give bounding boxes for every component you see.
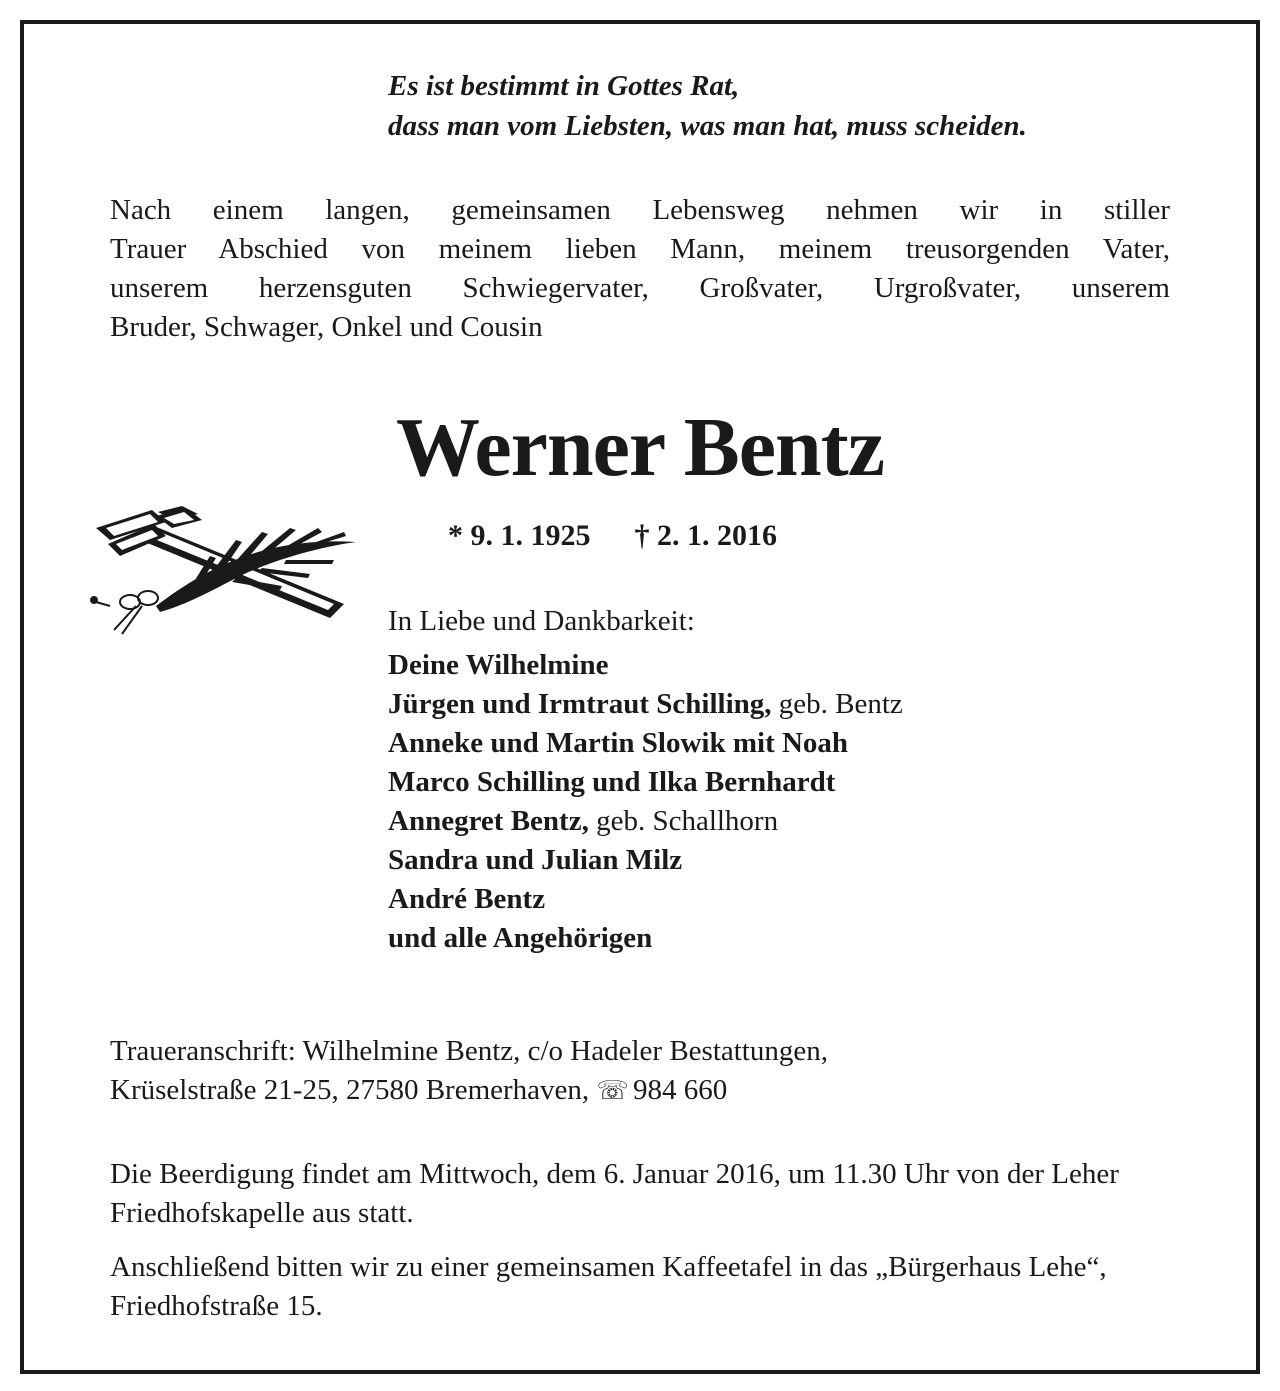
mourner-name: André Bentz [388, 883, 546, 915]
motto [388, 66, 1027, 146]
mourner-note: geb. Bentz [771, 688, 903, 720]
mourners-label: In Liebe und Dankbarkeit: [388, 605, 695, 637]
mourner-7 [388, 880, 903, 919]
mourner-name: Jürgen und Irmtraut Schilling, [388, 688, 772, 720]
coffee-invitation: Anschließend bitten wir zu einer gemeinsamen Kaffeetafel in das „Bürgerhaus Lehe“, Friedhofstraße 15. [110, 1251, 1107, 1322]
mourning-address [110, 1032, 828, 1110]
motto-line-2: dass man vom Liebsten, was man hat, muss scheiden. [388, 110, 1027, 142]
death-date: † 2. 1. 2016 [634, 519, 777, 552]
mourner-name: Sandra und Julian Milz [388, 844, 683, 876]
cross-with-palm-branch-icon [86, 506, 366, 636]
mourners-list [388, 602, 903, 958]
birth-date: * 9. 1. 1925 [448, 519, 591, 552]
funeral-info: Die Beerdigung findet am Mittwoch, dem 6. Januar 2016, um 11.30 Uhr von der Leher Friedhofskapelle aus statt. [110, 1158, 1119, 1229]
mourner-3 [388, 724, 903, 763]
mourner-name: Deine Wilhelmine [388, 649, 609, 681]
motto-line-1: Es ist bestimmt in Gottes Rat, [388, 70, 740, 102]
intro-line-3: unserem herzensguten Schwiegervater, Großvater, Urgroßvater, unserem [110, 272, 1170, 304]
mourner-name: Annegret Bentz, [388, 805, 589, 837]
address-line-1: Traueranschrift: Wilhelmine Bentz, c/o Hadeler Bestattungen, [110, 1035, 828, 1067]
mourner-name: und alle Angehörigen [388, 922, 653, 954]
mourner-5 [388, 802, 903, 841]
life-dates [448, 516, 777, 556]
mourner-6 [388, 841, 903, 880]
mourner-name: Marco Schilling und Ilka Bernhardt [388, 766, 836, 798]
mourner-8 [388, 919, 903, 958]
phone-icon: ☏ [596, 1076, 629, 1105]
mourner-name: Anneke und Martin Slowik mit Noah [388, 727, 849, 759]
mourner-note: geb. Schallhorn [588, 805, 779, 837]
address-street: Krüselstraße 21-25, 27580 Bremerhaven, [110, 1074, 590, 1106]
intro-line-4: Bruder, Schwager, Onkel und Cousin [110, 311, 543, 343]
deceased-name: Werner Bentz [396, 401, 884, 494]
mourner-1 [388, 646, 903, 685]
intro-line-1: Nach einem langen, gemeinsamen Lebensweg nehmen wir in stiller [110, 194, 1170, 226]
intro-line-2: Trauer Abschied von meinem lieben Mann, meinem treusorgenden Vater, [110, 233, 1170, 265]
address-line-2 [110, 1071, 828, 1110]
mourner-2 [388, 685, 903, 724]
mourner-4 [388, 763, 903, 802]
phone-number: 984 660 [632, 1074, 728, 1106]
intro-paragraph [110, 191, 1170, 347]
